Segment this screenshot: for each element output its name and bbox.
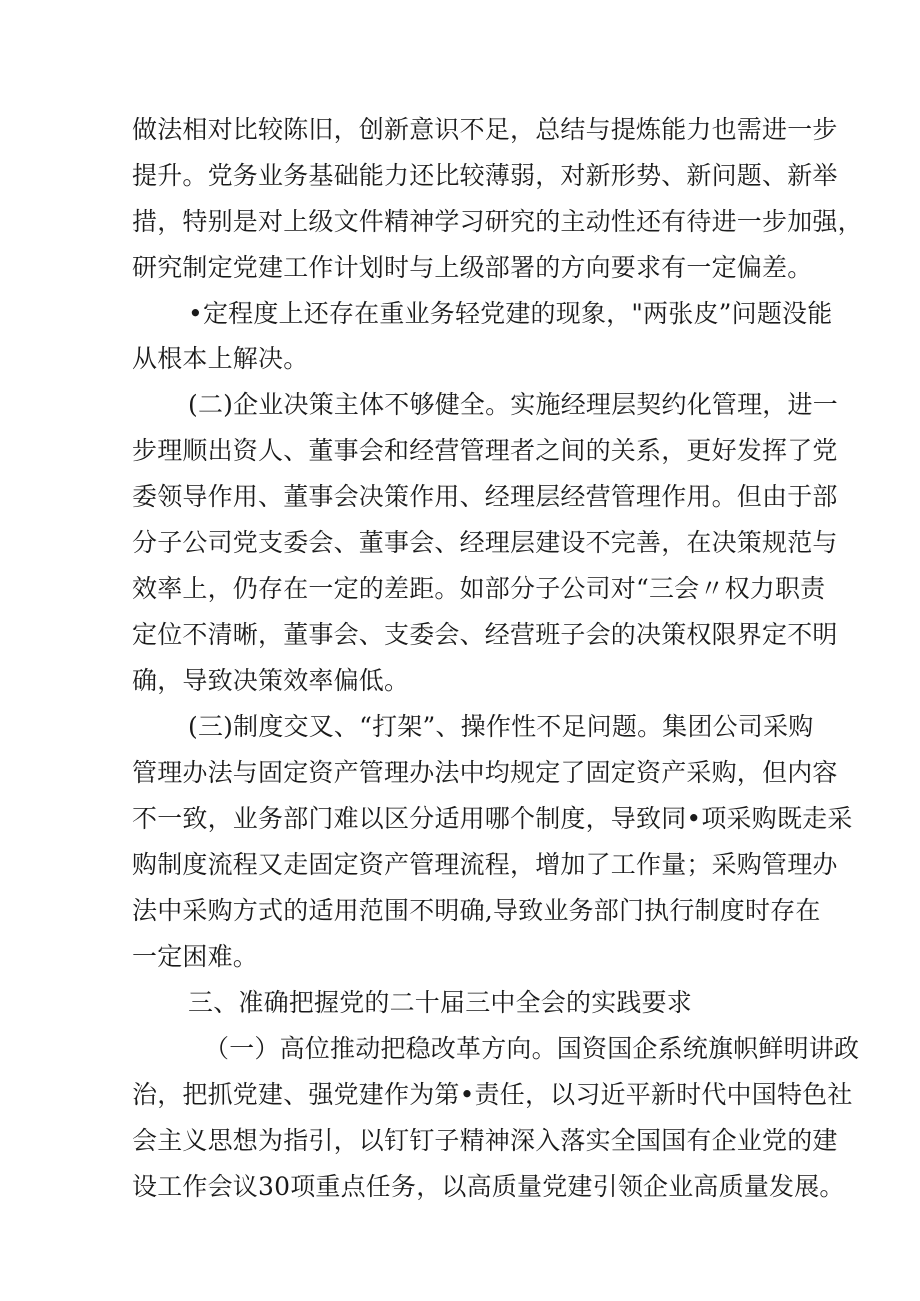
- paragraph-line: 定位不清晰，董事会、支委会、经营班子会的决策权限界定不明: [132, 620, 838, 649]
- section-heading-2: (二)企业决策主体不够健全。实施经理层契约化管理，进一: [188, 390, 838, 419]
- paragraph-line: •定程度上还存在重业务轻党建的现象，"两张皮”问题没能: [188, 299, 833, 328]
- paragraph-line: 治，把抓党建、强党建作为第•责任，以习近平新时代中国特色社: [132, 1080, 853, 1109]
- paragraph-line: 设工作会议30项重点任务，以高质量党建引领企业高质量发展。: [132, 1172, 845, 1201]
- paragraph-line: 研究制定党建工作计划时与上级部署的方向要求有一定偏差。: [132, 253, 813, 282]
- section-heading-1: （一）高位推动把稳改革方向。国资国企系统旗帜鲜明讲政: [204, 1034, 860, 1063]
- paragraph-line: 分子公司党支委会、董事会、经理层建设不完善，在决策规范与: [132, 528, 838, 557]
- paragraph-line: 确，导致决策效率偏低。: [132, 666, 410, 695]
- paragraph-line: 效率上，仍存在一定的差距。如部分子公司对“三会〃权力职责: [132, 574, 826, 603]
- chapter-heading: 三、准确把握党的二十届三中全会的实践要求: [188, 988, 693, 1017]
- section-heading-3: (三)制度交叉、“打架”、操作性不足问题。集团公司采购: [188, 712, 814, 741]
- paragraph-line: 做法相对比较陈旧，创新意识不足，总结与提炼能力也需进一步: [132, 115, 838, 144]
- paragraph-line: 措，特别是对上级文件精神学习研究的主动性还有待进一步加强，: [132, 207, 863, 236]
- paragraph-line: 步理顺出资人、董事会和经营管理者之间的关系，更好发挥了党: [132, 436, 838, 465]
- paragraph-line: 会主义思想为指引，以钉钉子精神深入落实全国国有企业党的建: [132, 1126, 838, 1155]
- paragraph-line: 从根本上解决。: [132, 344, 309, 373]
- paragraph-line: 提升。党务业务基础能力还比较薄弱，对新形势、新问题、新举: [132, 161, 838, 190]
- paragraph-line: 法中采购方式的适用范围不明确,导致业务部门执行制度时存在: [132, 896, 821, 925]
- paragraph-line: 管理办法与固定资产管理办法中均规定了固定资产采购，但内容: [132, 758, 838, 787]
- paragraph-line: 一定困难。: [132, 942, 259, 971]
- paragraph-line: 购制度流程又走固定资产管理流程，增加了工作量；采购管理办: [132, 850, 838, 879]
- paragraph-line: 不一致，业务部门难以区分适用哪个制度，导致同•项采购既走采: [132, 804, 853, 833]
- paragraph-line: 委领导作用、董事会决策作用、经理层经营管理作用。但由于部: [132, 482, 838, 511]
